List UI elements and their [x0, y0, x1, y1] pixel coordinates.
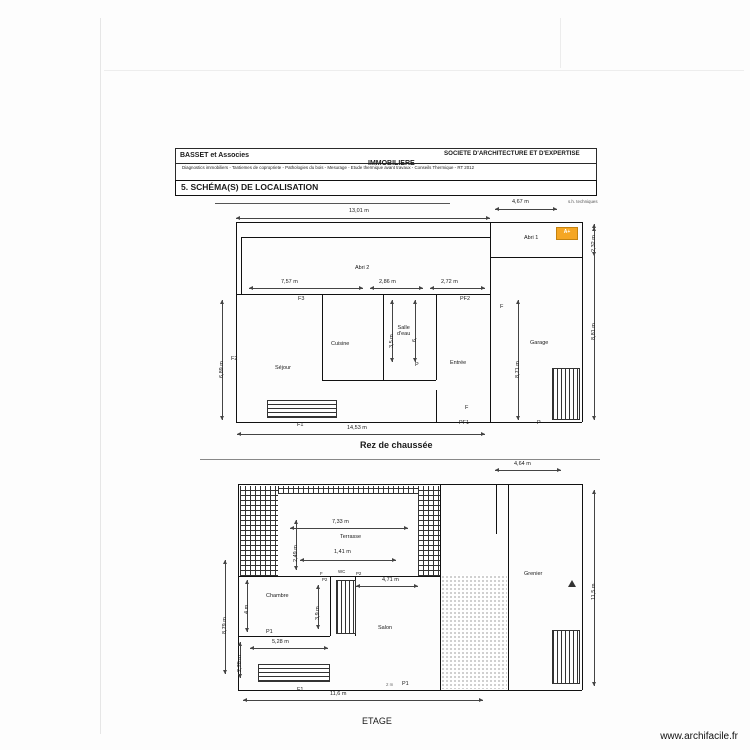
- rdc-abri2-inner-left: [241, 237, 242, 294]
- rdc-wall-bottom: [236, 422, 490, 423]
- etage-chambre-right: [330, 576, 331, 636]
- etage-terrasse-bottom: [238, 576, 440, 577]
- rdc-wall-top: [236, 222, 490, 223]
- dim-rdc-2-72: [430, 288, 485, 289]
- room-label-cuisine: Cuisine: [331, 341, 350, 347]
- dim-etage-5-28: [250, 648, 328, 649]
- archifacile-logo: A+: [556, 227, 578, 240]
- marker-p2-a: P2: [322, 577, 328, 582]
- room-label-wc: WC: [338, 569, 346, 574]
- room-label-sejour: Séjour: [275, 365, 291, 371]
- floor-label-rdc: Rez de chaussée: [360, 440, 433, 450]
- watermark: www.archifacile.fr: [660, 731, 738, 742]
- rdc-partition-cuisine-left: [322, 294, 323, 380]
- rdc-partition-cuisine-right: [383, 294, 384, 380]
- etage-grenier-left-upper: [496, 484, 497, 534]
- rdc-abri1-bottom: [490, 257, 582, 258]
- section-title: 5. SCHÉMA(S) DE LOCALISATION: [181, 182, 319, 192]
- dim-rdc-13-01: [236, 218, 490, 219]
- dim-label-4-64: 4,64 m: [514, 461, 531, 467]
- dim-rdc-8-71: [518, 300, 519, 420]
- dim-label-2-32: 2,32 m: [591, 235, 597, 252]
- dim-label-8-79: 8,79 m: [222, 617, 228, 634]
- dim-etage-11-6: [243, 700, 483, 701]
- terrasse-hatch-left: [240, 486, 278, 576]
- floor-separator: [200, 459, 600, 460]
- marker-f-etage: F: [320, 571, 323, 576]
- room-label-abri1: Abri 1: [524, 235, 539, 241]
- header-center-label: IMMOBILIERE: [368, 160, 415, 167]
- rdc-partition-entree-right: [436, 294, 437, 380]
- dim-label-3-9: 3,9 m: [315, 606, 321, 620]
- marker-p2-b: P2: [356, 571, 362, 576]
- scan-artifact-vertical: [100, 18, 101, 734]
- rdc-abri2-bottom: [236, 294, 490, 295]
- north-arrow-icon: [568, 580, 576, 587]
- marker-p-garage: P: [537, 420, 541, 426]
- etage-grenier-left: [508, 484, 509, 690]
- marker-f1: F1: [297, 422, 304, 428]
- etage-dotted-zone: [441, 575, 507, 689]
- marker-pf1: PF1: [459, 420, 470, 426]
- header-company: BASSET et Associes: [180, 152, 249, 159]
- etage-wall-top: [238, 484, 582, 485]
- dim-rdc-2-86: [370, 288, 423, 289]
- marker-pf2: PF2: [460, 296, 471, 302]
- room-label-grenier: Grenier: [524, 571, 543, 577]
- etage-wall-bottom: [238, 690, 582, 691]
- rdc-partition-salle-bottom: [383, 380, 436, 381]
- header-subtitle: Diagnostics immobiliers - Tantiemes de copropriete - Pathologies du bois - Mesurage - Etude thermique avant travaux - Conseils Thermique - RT 2012: [182, 165, 475, 170]
- floor-label-etage: ETAGE: [362, 716, 392, 726]
- marker-f-right: F: [465, 405, 469, 411]
- dim-label-7-33: 7,33 m: [332, 519, 349, 525]
- room-label-salle-deau: Salle d'eau: [397, 325, 411, 337]
- room-label-entree: Entrée: [450, 360, 467, 366]
- dim-label-7-57: 7,57 m: [281, 279, 298, 285]
- etage-grenier-top: [440, 484, 496, 485]
- dim-label-4-67: 4,67 m: [512, 199, 529, 205]
- marker-p1-a: P1: [266, 629, 273, 635]
- rdc-garage-bottom: [490, 422, 582, 423]
- dim-label-5-28: 5,28 m: [272, 639, 289, 645]
- header-right-label: SOCIETE D'ARCHITECTURE ET D'EXPERTISE: [444, 150, 580, 157]
- marker-p-mid: P: [415, 362, 419, 368]
- rdc-abri1-top: [490, 222, 582, 223]
- dim-rdc-7-57: [249, 288, 363, 289]
- room-label-garage: Garage: [530, 340, 549, 346]
- rdc-partition-cuisine-bottom: [322, 380, 383, 381]
- dim-label-4: 4 m: [244, 604, 250, 614]
- dim-label-6: 6,: [412, 337, 418, 342]
- terrasse-hatch-top: [278, 486, 418, 494]
- dim-label-2-49: 2,49 m: [293, 545, 299, 562]
- dim-label-2-72: 2,72 m: [441, 279, 458, 285]
- marker-f3: F3: [298, 296, 305, 302]
- stair-rdc-garage: [552, 368, 580, 420]
- stair-etage-grenier: [552, 630, 580, 684]
- dim-rdc-6: [415, 300, 416, 362]
- dim-label-6-89: 6,89 m: [219, 361, 225, 378]
- dim-rdc-6-89: [222, 300, 223, 420]
- room-label-salon: Salon: [378, 625, 393, 631]
- dim-label-1-41: 1,41 m: [334, 549, 351, 555]
- marker-f1-etage: F1: [297, 687, 304, 693]
- room-label-abri2: Abri 2: [355, 265, 370, 271]
- dim-etage-7-33: [290, 528, 408, 529]
- dim-rdc-4-67: [495, 209, 557, 210]
- rdc-wall-right: [582, 222, 583, 422]
- marker-p1-b: P1: [402, 681, 409, 687]
- dim-label-2-86: 2,86 m: [379, 279, 396, 285]
- marker-f-garage: F: [500, 304, 504, 310]
- stair-rdc-sejour: [267, 400, 337, 418]
- etage-wall-right: [582, 484, 583, 690]
- dim-label-11-6: 11,6 m: [330, 691, 347, 697]
- dim-label-8-81: 8,81 m: [591, 323, 597, 340]
- scan-artifact-horizontal: [104, 70, 744, 71]
- terrasse-hatch-right: [418, 486, 440, 576]
- rdc-wall-mid-right: [490, 222, 491, 422]
- dim-label-14-53: 14,53 m: [347, 425, 367, 431]
- legend-note: s.h. techniques: [568, 199, 598, 204]
- stair-etage-bottom: [258, 664, 330, 682]
- dim-label-4-71: 4,71 m: [382, 577, 399, 583]
- dim-etage-4-71: [356, 586, 418, 587]
- dim-rdc-14-53: [237, 434, 485, 435]
- marker-f2: F2: [231, 356, 238, 362]
- rdc-abri2-inner-top: [241, 237, 490, 238]
- etage-chambre-bottom: [238, 636, 330, 637]
- dim-label-3-5: 3,5 m: [389, 334, 395, 348]
- section-title-band: [175, 180, 597, 196]
- scan-artifact-vertical-2: [560, 18, 561, 68]
- stair-etage-center: [336, 580, 356, 634]
- dim-label-13-01: 13,01 m: [349, 208, 369, 214]
- dim-rdc-3-5: [392, 300, 393, 362]
- dim-label-2m: 2 m: [386, 682, 394, 687]
- dim-etage-4-64: [495, 470, 561, 471]
- dim-label-11-5: 11,5 m: [591, 583, 597, 600]
- rdc-partition-entree-lower: [436, 390, 437, 422]
- dim-etage-1-41: [300, 560, 396, 561]
- room-label-chambre: Chambre: [266, 593, 289, 599]
- dim-label-8-71: 8,71 m: [515, 361, 521, 378]
- rdc-wall-left-upper: [236, 222, 237, 422]
- room-label-terrasse: Terrasse: [340, 534, 362, 540]
- dim-label-2-78: 2,78 m: [237, 655, 243, 672]
